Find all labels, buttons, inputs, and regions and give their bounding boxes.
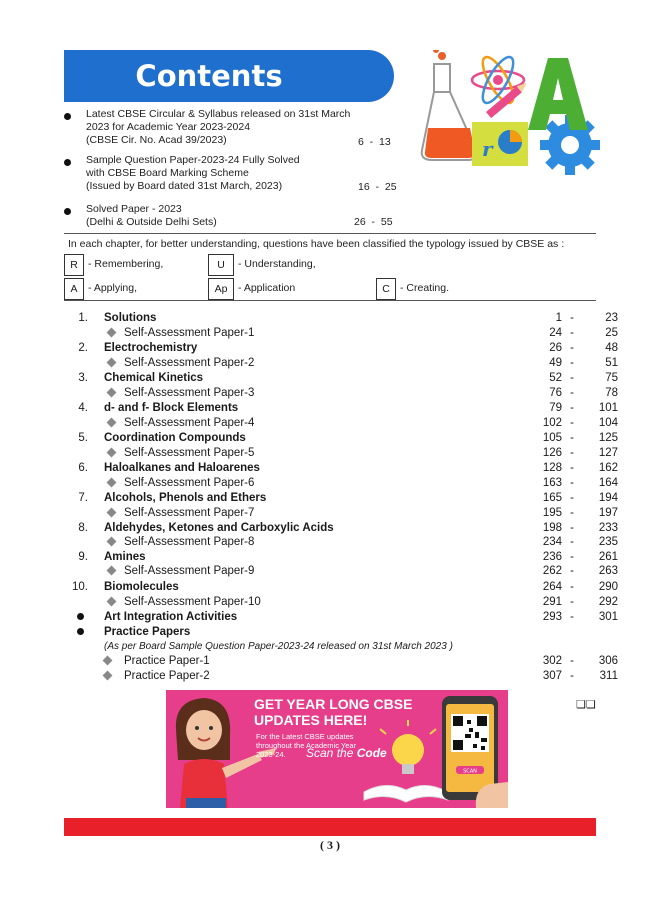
toc-chapter[interactable]: 4. d- and f- Block Elements 79 - 101	[78, 402, 618, 414]
cbse-updates-ad[interactable]	[166, 690, 508, 808]
scan-button-label: SCAN	[463, 768, 477, 775]
toc-chapter[interactable]: 9. Amines 236 - 261	[78, 551, 618, 563]
intro-bullet	[64, 159, 71, 166]
intro-pages-2: 16 - 25	[358, 181, 397, 193]
typology-code-r: R	[64, 254, 84, 276]
intro-item-1: Latest CBSE Circular & Syllabus released on 31st March 2023 for Academic Year 2023-2024 (CBSE Cir. No. Acad 39/2023)	[86, 108, 351, 146]
atom-icon	[472, 53, 524, 107]
diamond-bullet-icon	[107, 448, 117, 458]
typology-code-ap: Ap	[208, 278, 234, 300]
diamond-bullet-icon	[107, 328, 117, 338]
toc-bullet-item[interactable]: Art Integration Activities 293 - 301	[70, 610, 620, 624]
toc-note: (As per Board Sample Question Paper-2023-24 released on 31st March 2023 )	[104, 641, 453, 652]
toc-sub-item[interactable]: Self-Assessment Paper-9 262 - 263	[70, 564, 620, 578]
toc-chapter[interactable]: 7. Alcohols, Phenols and Ethers 165 - 194	[78, 492, 618, 504]
ad-scan-text: Scan the Code	[306, 746, 387, 760]
toc-sub-item[interactable]: Practice Paper-2 307 - 311	[70, 669, 620, 683]
divider	[64, 233, 596, 234]
footer-bar	[64, 818, 596, 836]
typology-label-r: - Remembering,	[88, 258, 164, 270]
toc-chapter[interactable]: 1. Solutions 1 - 23	[78, 312, 618, 324]
intro-item-2: Sample Question Paper-2023-24 Fully Solved with CBSE Board Marking Scheme (Issued by Board dated 31st March, 2023)	[86, 154, 300, 192]
toc-sub-item[interactable]: Self-Assessment Paper-8 234 - 235	[70, 535, 620, 549]
letter-a-icon	[528, 58, 588, 130]
typology-intro: In each chapter, for better understanding, questions have been classified the typology issued by CBSE as :	[68, 238, 565, 250]
ad-sub-3: 2023-24.	[256, 750, 286, 759]
toc-chapter[interactable]: 2. Electrochemistry 26 - 48	[78, 342, 618, 354]
toc-bullet-item[interactable]: Practice Papers	[70, 625, 620, 639]
typology-code-a: A	[64, 278, 84, 300]
flask-icon	[422, 50, 477, 160]
bullet-icon	[77, 613, 84, 620]
diamond-bullet-icon	[107, 358, 117, 368]
toc-sub-item[interactable]: Self-Assessment Paper-10 291 - 292	[70, 595, 620, 609]
diamond-bullet-icon	[107, 566, 117, 576]
end-mark: ❏❏	[576, 699, 596, 711]
typology-code-u: U	[208, 254, 234, 276]
ad-sub-1: For the Latest CBSE updates	[256, 732, 354, 741]
toc-sub-item[interactable]: Self-Assessment Paper-5 126 - 127	[70, 446, 620, 460]
formula-board-icon	[472, 122, 528, 166]
diamond-bullet-icon	[107, 478, 117, 488]
toc-sub-item[interactable]: Self-Assessment Paper-7 195 - 197	[70, 506, 620, 520]
ad-headline-1: GET YEAR LONG CBSE	[254, 696, 413, 712]
diamond-bullet-icon	[107, 597, 117, 607]
toc-chapter[interactable]: 6. Haloalkanes and Haloarenes 128 - 162	[78, 462, 618, 474]
typology-label-a: - Applying,	[88, 282, 138, 294]
toc-sub-item[interactable]: Self-Assessment Paper-4 102 - 104	[70, 416, 620, 430]
toc-chapter[interactable]: 10. Biomolecules 264 - 290	[72, 581, 618, 593]
page-number: ( 3 )	[320, 838, 340, 852]
diamond-bullet-icon	[107, 537, 117, 547]
ad-sub-2: throughout the Academic Year	[256, 741, 357, 750]
toc-chapter[interactable]: 5. Coordination Compounds 105 - 125	[78, 432, 618, 444]
diamond-bullet-icon	[107, 418, 117, 428]
qr-code-phone[interactable]	[436, 692, 508, 808]
toc-sub-item[interactable]: Practice Paper-1 302 - 306	[70, 654, 620, 668]
toc-chapter[interactable]: 8. Aldehydes, Ketones and Carboxylic Acids 198 - 233	[78, 522, 618, 534]
page-title: Contents	[135, 59, 283, 93]
typology-label-c: - Creating.	[400, 282, 450, 294]
intro-bullet	[64, 208, 71, 215]
toc-sub-item[interactable]: Self-Assessment Paper-6 163 - 164	[70, 476, 620, 490]
typology-label-ap: - Application	[238, 282, 296, 294]
intro-bullet	[64, 113, 71, 120]
diamond-bullet-icon	[103, 656, 113, 666]
typology-label-u: - Understanding,	[238, 258, 316, 270]
ad-headline-2: UPDATES HERE!	[254, 712, 368, 728]
toc-sub-item[interactable]: Self-Assessment Paper-1 24 - 25	[70, 326, 620, 340]
intro-item-3: Solved Paper - 2023 (Delhi & Outside Delhi Sets)	[86, 203, 217, 228]
diamond-bullet-icon	[103, 671, 113, 681]
intro-pages-1: 6 - 13	[358, 136, 391, 148]
science-illustration	[420, 50, 600, 175]
svg-text:r: r	[482, 137, 493, 161]
typology-code-c: C	[376, 278, 396, 300]
bullet-icon	[77, 628, 84, 635]
toc-sub-item[interactable]: Self-Assessment Paper-3 76 - 78	[70, 386, 620, 400]
intro-pages-3: 26 - 55	[354, 216, 393, 228]
diamond-bullet-icon	[107, 388, 117, 398]
toc-chapter[interactable]: 3. Chemical Kinetics 52 - 75	[78, 372, 618, 384]
divider	[64, 300, 596, 301]
toc-sub-item[interactable]: Self-Assessment Paper-2 49 - 51	[70, 356, 620, 370]
diamond-bullet-icon	[107, 508, 117, 518]
